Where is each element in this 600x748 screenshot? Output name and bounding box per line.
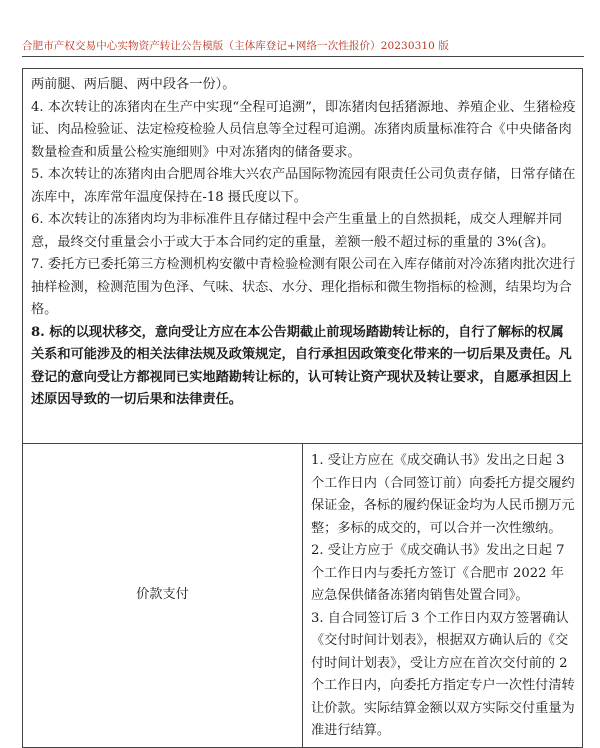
clause-8-as-is-transfer: 8. 标的以现状移交，意向受让方应在本公告期截止前现场踏勘转让标的，自行了解标的权属关系和可能涉及的相关法律法规及政策规定，自行承担因政策变化带来的一切后果及责任。凡登记的意向受让方都视同已实地踏勘转让标的，认可转让资产现状及转让要求，自愿承担因上述原因导致的一切后果和法律责任。 — [31, 324, 572, 407]
page-header: 合肥市产权交易中心实物资产转让公告模版（主体库登记+网络一次性报价）20230310 版 — [22, 40, 449, 52]
terms-row — [23, 69, 583, 444]
payment-label: 价款支付 — [136, 587, 189, 603]
clause-7-inspection: 7. 委托方已委托第三方检测机构安徽中青检验检测有限公司在入库存储前对冷冻猪肉批次进行抽样检测，检测范围为色泽、气味、状态、水分、理化指标和微生物指标的检测，结果均为合格。 — [31, 257, 576, 317]
clause-continuation: 两前腿、两后腿、两中段各一份）。 — [31, 77, 236, 92]
announcement-table — [22, 68, 583, 748]
payment-item-3: 3. 自合同签订后 3 个工作日内双方签署确认《交付时间计划表》，根据双方确认后的《交付时间计划表》，受让方应在首次交付前的 2 个工作日内，向委托方指定专户一次性付清转让价款。实际结算金额以双方实际交付重量为准进行结算。 — [311, 610, 575, 738]
payment-item-1: 1. 受让方应在《成交确认书》发出之日起 3 个工作日内（合同签订前）向委托方提交履约保证金，各标的履约保证金均为人民币捌万元整；多标的成交的，可以合并一次性缴纳。 — [311, 453, 575, 536]
header-divider — [22, 56, 584, 57]
payment-terms-cell — [303, 444, 583, 748]
terms-cell — [23, 69, 583, 444]
clause-6-weight-loss: 6. 本次转让的冻猪肉均为非标准件且存储过程中会产生重量上的自然损耗，成交人理解并同意，最终交付重量会小于或大于本合同约定的重量，差额一般不超过标的重量的 3%(含)。 — [31, 212, 563, 250]
clause-5-storage: 5. 本次转让的冻猪肉由合肥周谷堆大兴农产品国际物流园有限责任公司负责存储，日常存储在冻库中，冻库常年温度保持在-18 摄氏度以下。 — [31, 167, 576, 205]
payment-label-cell — [23, 444, 303, 748]
payment-item-2: 2. 受让方应于《成交确认书》发出之日起 7 个工作日内与委托方签订《合肥市 2022 年应急保供储备冻猪肉销售处置合同》。 — [311, 543, 565, 603]
clause-4-traceability: 4. 本次转让的冻猪肉在生产中实现“全程可追溯”，即冻猪肉包括猪源地、养殖企业、生猪检疫证、肉品检验证、法定检疫检验人员信息等全过程可追溯。冻猪肉质量标准符合《中央储备肉数量检查和质量公检实施细则》中对冻猪肉的储备要求。 — [31, 99, 576, 160]
payment-row — [23, 444, 583, 748]
